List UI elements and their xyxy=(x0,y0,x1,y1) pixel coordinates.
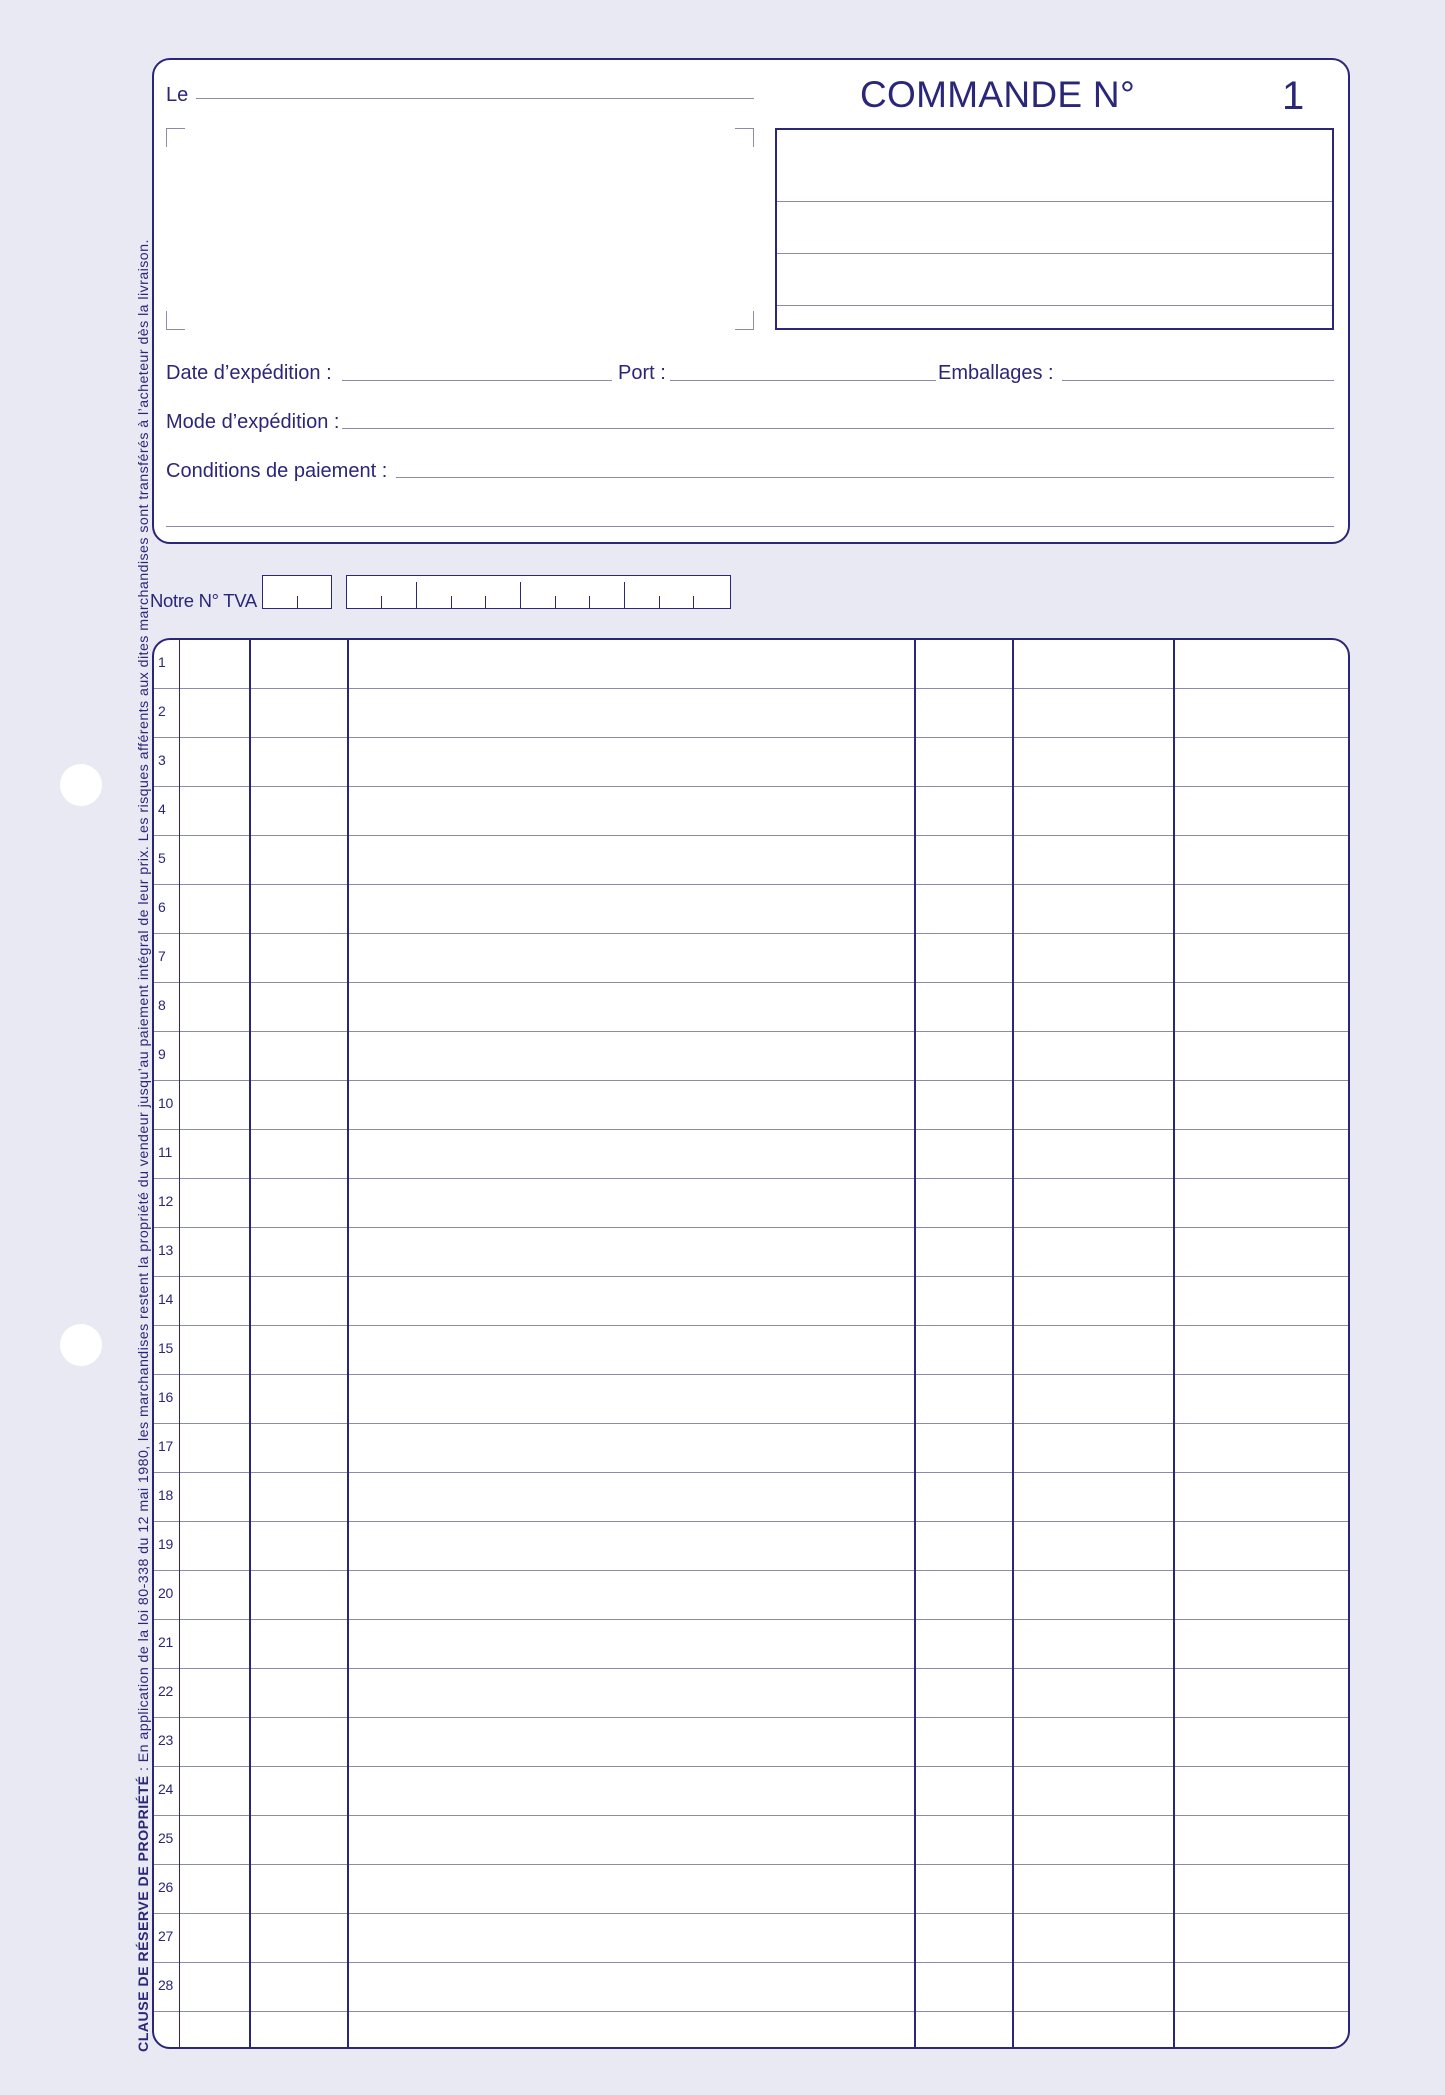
recipient-area[interactable] xyxy=(166,128,754,330)
payment-terms-label: Conditions de paiement : xyxy=(166,460,388,482)
corner-mark xyxy=(166,311,185,330)
corner-mark xyxy=(735,311,754,330)
ownership-clause xyxy=(136,72,152,2052)
row-number: 18 xyxy=(158,1487,173,1503)
row-number: 5 xyxy=(158,850,166,866)
clause-heading: CLAUSE DE RÉSERVE DE PROPRIÉTÉ xyxy=(136,1775,152,2052)
shipping-mode-label: Mode d’expédition : xyxy=(166,411,340,433)
digit-tick xyxy=(624,582,625,608)
packaging-label: Emballages : xyxy=(938,362,1054,384)
table-row[interactable] xyxy=(154,1816,1348,1865)
table-row[interactable] xyxy=(154,885,1348,934)
binder-hole-bottom xyxy=(60,1324,102,1366)
vat-number-box[interactable] xyxy=(346,575,731,609)
column-divider xyxy=(249,640,251,2047)
row-number: 20 xyxy=(158,1585,173,1601)
port-line[interactable] xyxy=(670,380,936,381)
table-row[interactable] xyxy=(154,640,1348,689)
digit-tick xyxy=(416,582,417,608)
digit-tick xyxy=(659,596,660,608)
row-number: 13 xyxy=(158,1242,173,1258)
digit-tick xyxy=(520,582,521,608)
digit-tick xyxy=(381,596,382,608)
table-row[interactable] xyxy=(154,1620,1348,1669)
row-number: 14 xyxy=(158,1291,173,1307)
order-number: 1 xyxy=(1282,74,1305,118)
address-line xyxy=(777,253,1332,254)
shipping-date-label: Date d’expédition : xyxy=(166,362,332,384)
order-header-panel xyxy=(152,58,1350,544)
row-number: 4 xyxy=(158,801,166,817)
corner-mark xyxy=(735,128,754,147)
row-number: 19 xyxy=(158,1536,173,1552)
row-number: 28 xyxy=(158,1977,173,1993)
order-lines-table xyxy=(152,638,1350,2049)
table-row[interactable] xyxy=(154,836,1348,885)
date-label: Le xyxy=(166,84,189,106)
row-number: 15 xyxy=(158,1340,173,1356)
table-row[interactable] xyxy=(154,1767,1348,1816)
column-divider xyxy=(1012,640,1014,2047)
payment-terms-extra-line[interactable] xyxy=(166,526,1334,527)
row-number: 12 xyxy=(158,1193,173,1209)
date-line[interactable] xyxy=(196,98,754,99)
table-row[interactable] xyxy=(154,1718,1348,1767)
port-label: Port : xyxy=(618,362,666,384)
row-number: 16 xyxy=(158,1389,173,1405)
row-number: 1 xyxy=(158,654,166,670)
row-number: 21 xyxy=(158,1634,173,1650)
digit-tick xyxy=(297,596,298,608)
digit-tick xyxy=(693,596,694,608)
row-number: 25 xyxy=(158,1830,173,1846)
table-row[interactable] xyxy=(154,1914,1348,1963)
row-number: 17 xyxy=(158,1438,173,1454)
binder-hole-top xyxy=(60,764,102,806)
vat-label: Notre N° TVA xyxy=(150,590,257,611)
row-number: 23 xyxy=(158,1732,173,1748)
column-divider xyxy=(347,640,349,2047)
address-line xyxy=(777,201,1332,202)
vat-country-box[interactable] xyxy=(262,575,332,609)
row-number: 10 xyxy=(158,1095,173,1111)
table-row[interactable] xyxy=(154,1865,1348,1914)
column-divider xyxy=(914,640,916,2047)
table-row[interactable] xyxy=(154,983,1348,1032)
row-number: 26 xyxy=(158,1879,173,1895)
row-number: 27 xyxy=(158,1928,173,1944)
digit-tick xyxy=(485,596,486,608)
table-row[interactable] xyxy=(154,1571,1348,1620)
row-number: 24 xyxy=(158,1781,173,1797)
corner-mark xyxy=(166,128,185,147)
table-row[interactable] xyxy=(154,1130,1348,1179)
column-divider xyxy=(179,640,180,2047)
table-row[interactable] xyxy=(154,1032,1348,1081)
shipping-date-line[interactable] xyxy=(342,380,612,381)
table-row[interactable] xyxy=(154,689,1348,738)
row-number: 9 xyxy=(158,1046,166,1062)
table-row[interactable] xyxy=(154,1228,1348,1277)
row-number: 6 xyxy=(158,899,166,915)
table-row[interactable] xyxy=(154,787,1348,836)
table-row[interactable] xyxy=(154,1424,1348,1473)
table-row[interactable] xyxy=(154,1277,1348,1326)
table-row[interactable] xyxy=(154,934,1348,983)
row-number: 2 xyxy=(158,703,166,719)
table-row[interactable] xyxy=(154,1669,1348,1718)
address-line xyxy=(777,305,1332,306)
shipping-mode-line[interactable] xyxy=(342,428,1334,429)
table-row[interactable] xyxy=(154,738,1348,787)
digit-tick xyxy=(451,596,452,608)
clause-text: : En application de la loi 80-338 du 12 mai 1980, les marchandises restent la propriété du vendeur jusqu’au paiement intégral de leur prix. Les risques afférents aux dites marchandises sont transférés à l’acheteur dès la livraison. xyxy=(136,239,152,1776)
payment-terms-line[interactable] xyxy=(396,477,1334,478)
table-row[interactable] xyxy=(154,1963,1348,2012)
table-row[interactable] xyxy=(154,1326,1348,1375)
table-row[interactable] xyxy=(154,1179,1348,1228)
packaging-line[interactable] xyxy=(1062,380,1334,381)
order-title: COMMANDE N° xyxy=(860,74,1136,115)
row-number: 3 xyxy=(158,752,166,768)
column-divider xyxy=(1173,640,1175,2047)
table-row[interactable] xyxy=(154,1522,1348,1571)
table-row[interactable] xyxy=(154,1081,1348,1130)
row-number: 7 xyxy=(158,948,166,964)
digit-tick xyxy=(555,596,556,608)
digit-tick xyxy=(589,596,590,608)
row-number: 8 xyxy=(158,997,166,1013)
table-row[interactable] xyxy=(154,1473,1348,1522)
row-number: 22 xyxy=(158,1683,173,1699)
table-row[interactable] xyxy=(154,1375,1348,1424)
row-number: 11 xyxy=(158,1144,172,1160)
address-box[interactable] xyxy=(775,128,1334,330)
